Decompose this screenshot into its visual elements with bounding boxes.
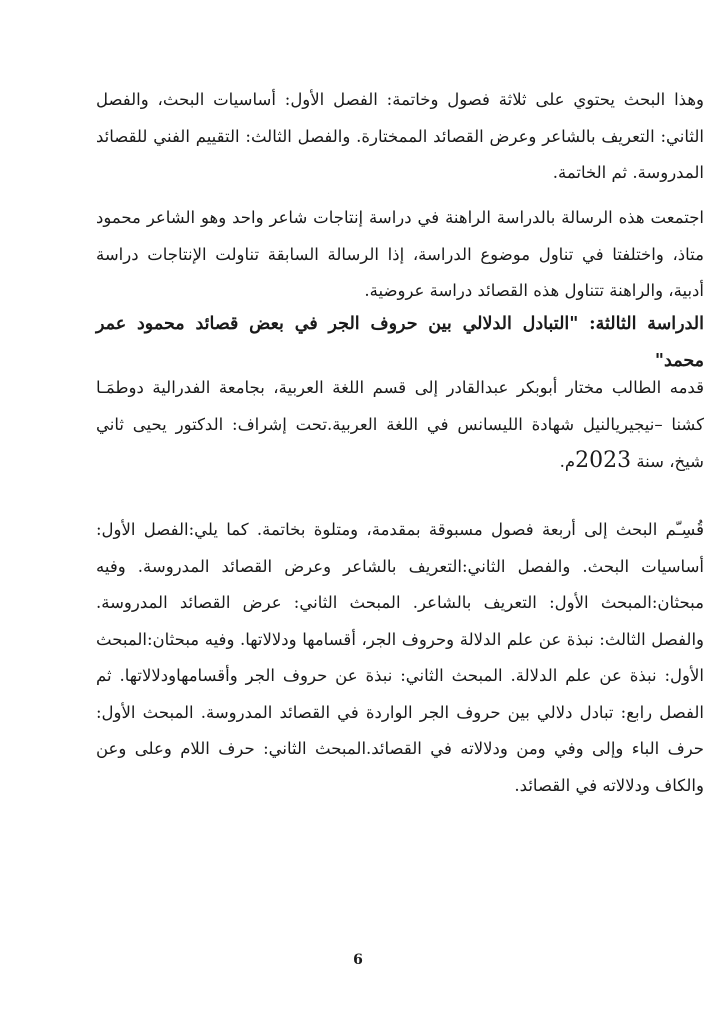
paragraph-chapter-division: قُسِـّم البحث إلى أربعة فصول مسبوقة بمقدمة، ومتلوة بخاتمة. كما يلي:الفصل الأول: أساسيات البحث. والفصل الثاني:التعريف بالشاعر وعرض القصائد المدروسة. وفيه مبحثان:المبحث الأول: التعريف بالشاعر. المبحث الثاني: عرض القصائد المدروسة. والفصل الثالث: نبذة عن علم الدلالة وحروف الجر، أقسامها ودلالاتها. وفيه مبحثان:المبحث الأول: نبذة عن علم الدلالة. المبحث الثاني: نبذة عن حروف الجر وأقسامهاودلالاتها. ثم الفصل رابع: تبادل دلالي بين حروف الجر الواردة في القصائد المدروسة. المبحث الأول: حرف الباء وإلى وفي ومن ودلالاته في القصائد.المبحث الثاني: حرف اللام وعلى وعن والكاف ودلالاته في القصائد. — [96, 520, 704, 795]
paragraph-comparison: اجتمعت هذه الرسالة بالدراسة الراهنة في دراسة إنتاجات شاعر واحد وهو الشاعر محمود متاذ، واختلفتا في تناول موضوع الدراسة، إذا الرسالة السابقة تناولت الإنتاجات دراسة أدبية، والراهنة تتناول هذه القصائد دراسة عروضية. — [96, 208, 704, 300]
study-year: 2023 — [575, 448, 632, 473]
paragraph-study-details — [96, 370, 704, 481]
section-heading-third-study: الدراسة الثالثة: "التبادل الدلالي بين حروف الجر في بعض قصائد محمود عمر محمد" — [96, 314, 704, 371]
page-number: 6 — [353, 952, 363, 968]
study-details-text: قدمه الطالب مختار أبوبكر عبدالقادر إلى قسم اللغة العربية، بجامعة الفدرالية دوطمَـا كشنا –نيجيريالنيل شهادة الليسانس في اللغة العربية.تحت إشراف: الدكتور يحيى ثاني شيخ، سنة — [96, 378, 704, 471]
paragraph-research-structure: وهذا البحث يحتوي على ثلاثة فصول وخاتمة: الفصل الأول: أساسيات البحث، والفصل الثاني: التعريف بالشاعر وعرض القصائد الممختارة. والفصل الثالث: التقييم الفني للقصائد المدروسة. ثم الخاتمة. — [96, 90, 704, 182]
study-details-end: م. — [559, 452, 576, 471]
